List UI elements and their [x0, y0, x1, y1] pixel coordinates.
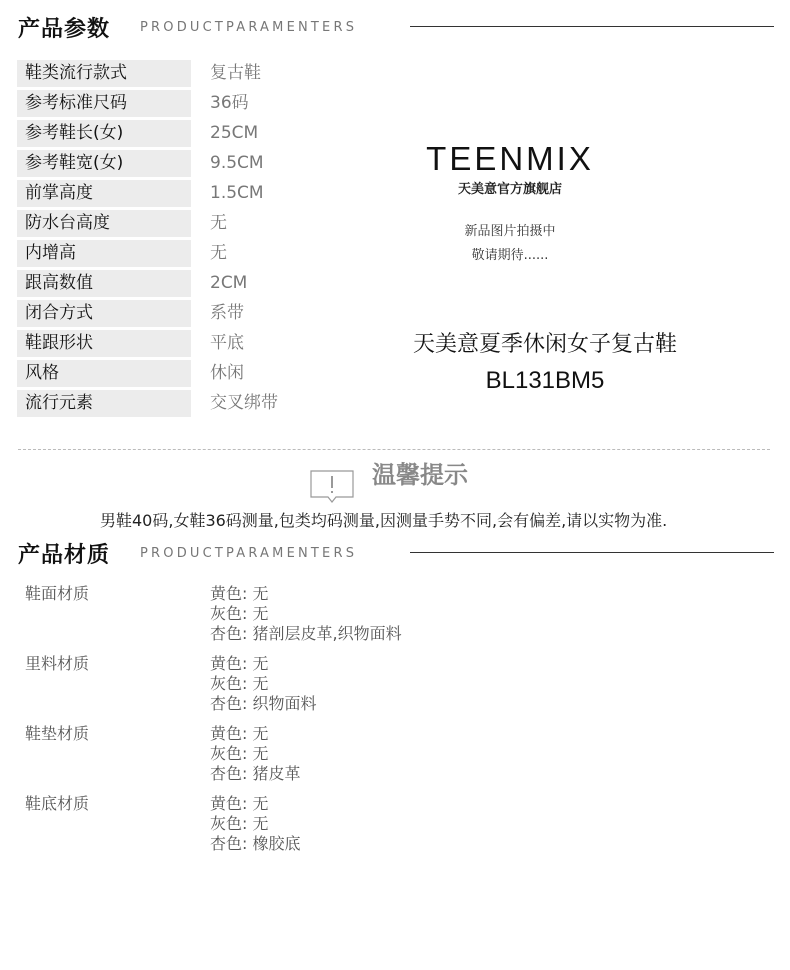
param-row — [17, 150, 377, 180]
photo-notice-line1: 新品图片拍摄中 — [464, 224, 556, 239]
param-value: 9.5CM — [210, 153, 264, 173]
materials-section-title: 产品材质 — [18, 543, 111, 568]
param-value: 复古鞋 — [210, 63, 261, 83]
material-lines — [210, 654, 316, 714]
param-value: 系带 — [210, 303, 244, 323]
param-row — [17, 210, 377, 240]
photo-notice-line2: 敬请期待...... — [471, 248, 549, 263]
param-value: 休闲 — [210, 363, 244, 383]
product-code: BL131BM5 — [485, 367, 605, 394]
param-row — [17, 240, 377, 270]
material-line: 杏色: 橡胶底 — [210, 834, 301, 853]
param-value: 2CM — [210, 273, 248, 293]
param-value: 无 — [210, 213, 227, 233]
material-label: 里料材质 — [25, 654, 90, 673]
material-line: 黄色: 无 — [210, 724, 269, 743]
params-section-divider — [410, 26, 774, 27]
material-group — [25, 584, 625, 654]
params-section-subtitle: PRODUCTPARAMENTERS — [140, 20, 358, 35]
param-value: 无 — [210, 243, 227, 263]
material-line: 黄色: 无 — [210, 794, 269, 813]
params-table — [17, 60, 377, 420]
param-label: 鞋跟形状 — [17, 330, 191, 357]
material-line: 黄色: 无 — [210, 584, 269, 603]
materials-section-divider — [410, 552, 774, 553]
material-line: 杏色: 猪皮革 — [210, 764, 301, 783]
param-row — [17, 330, 377, 360]
tip-text: 男鞋40码,女鞋36码测量,包类均码测量,因测量手势不同,会有偏差,请以实物为准. — [100, 511, 668, 530]
param-label: 内增高 — [17, 240, 191, 267]
param-label: 鞋类流行款式 — [17, 60, 191, 87]
product-name: 天美意夏季休闲女子复古鞋 — [412, 332, 677, 357]
material-label: 鞋垫材质 — [25, 724, 90, 743]
params-section-header — [18, 12, 774, 42]
param-value: 1.5CM — [210, 183, 264, 203]
brand-store-name: 天美意官方旗舰店 — [457, 182, 562, 197]
brand-logo: TEENMIX — [426, 140, 594, 177]
material-lines — [210, 724, 300, 784]
params-section-title: 产品参数 — [18, 17, 111, 42]
param-row — [17, 120, 377, 150]
materials-list — [25, 584, 625, 864]
param-label: 流行元素 — [17, 390, 191, 417]
param-row — [17, 390, 377, 420]
material-lines — [210, 584, 402, 644]
photo-notice — [400, 220, 620, 268]
param-label: 参考标准尺码 — [17, 90, 191, 117]
param-row — [17, 300, 377, 330]
brand-block — [400, 140, 620, 197]
material-line: 灰色: 无 — [210, 604, 269, 623]
dashed-divider — [18, 449, 770, 450]
exclamation-speech-icon — [310, 470, 354, 502]
param-label: 防水台高度 — [17, 210, 191, 237]
param-label: 参考鞋长(女) — [17, 120, 191, 147]
material-group — [25, 794, 625, 864]
param-label: 跟高数值 — [17, 270, 191, 297]
param-row — [17, 270, 377, 300]
param-value: 交叉绑带 — [210, 393, 278, 413]
material-line: 杏色: 猪剖层皮革,织物面料 — [210, 624, 402, 643]
material-group — [25, 724, 625, 794]
material-line: 灰色: 无 — [210, 814, 269, 833]
param-label: 闭合方式 — [17, 300, 191, 327]
param-label: 前掌高度 — [17, 180, 191, 207]
material-group — [25, 654, 625, 724]
materials-section-header — [18, 538, 774, 568]
param-value: 25CM — [210, 123, 259, 143]
param-value: 36码 — [210, 93, 249, 113]
param-label: 参考鞋宽(女) — [17, 150, 191, 177]
material-lines — [210, 794, 300, 854]
param-value: 平底 — [210, 333, 244, 353]
param-row — [17, 360, 377, 390]
param-row — [17, 90, 377, 120]
material-line: 灰色: 无 — [210, 744, 269, 763]
material-label: 鞋面材质 — [25, 584, 90, 603]
tip-title: 温馨提示 — [372, 461, 468, 489]
material-line: 灰色: 无 — [210, 674, 269, 693]
param-row — [17, 180, 377, 210]
param-row — [17, 60, 377, 90]
material-label: 鞋底材质 — [25, 794, 90, 813]
material-line: 杏色: 织物面料 — [210, 694, 317, 713]
materials-section-subtitle: PRODUCTPARAMENTERS — [140, 546, 358, 561]
param-label: 风格 — [17, 360, 191, 387]
material-line: 黄色: 无 — [210, 654, 269, 673]
